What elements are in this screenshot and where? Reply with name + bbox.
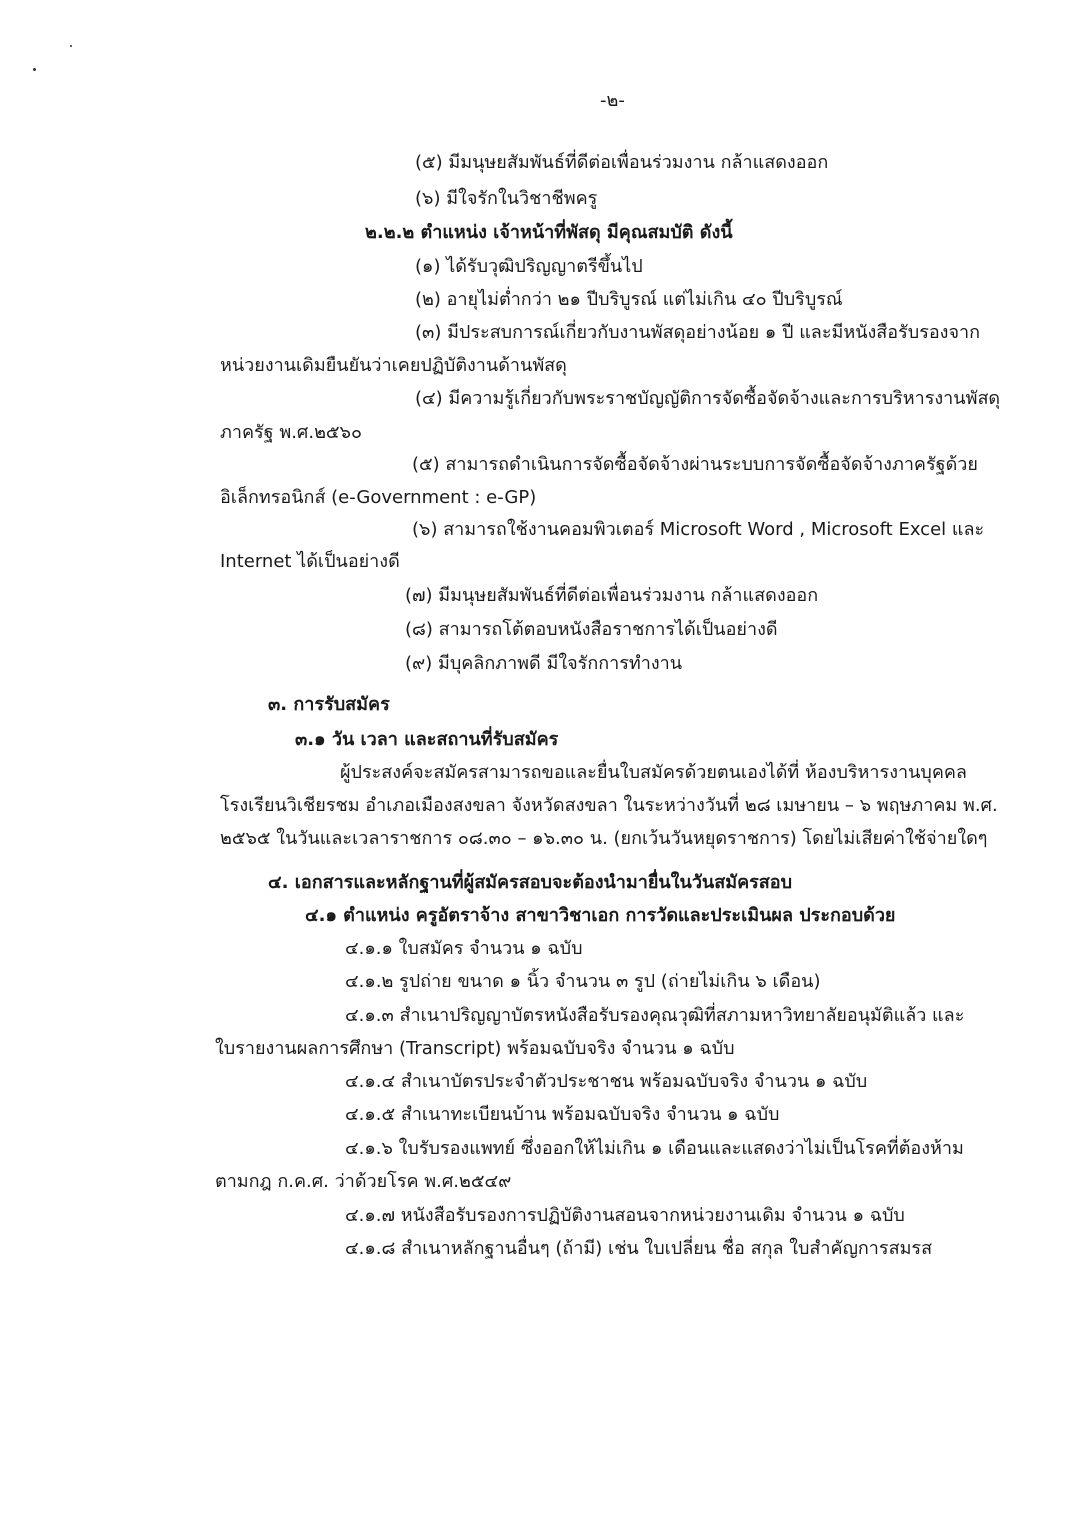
scan-speck xyxy=(33,68,36,71)
text-line: (๕) มีมนุษยสัมพันธ์ที่ดีต่อเพื่อนร่วมงาน กล้าแสดงออก xyxy=(415,152,829,173)
text-line: อิเล็กทรอนิกส์ (e-Government : e-GP) xyxy=(220,487,537,508)
scan-speck xyxy=(70,45,72,47)
text-line: (๗) มีมนุษยสัมพันธ์ที่ดีต่อเพื่อนร่วมงาน กล้าแสดงออก xyxy=(405,585,819,606)
text-line: (๖) มีใจรักในวิชาชีพครู xyxy=(415,188,598,209)
text-line: (๘) สามารถโต้ตอบหนังสือราชการได้เป็นอย่างดี xyxy=(405,619,778,640)
text-line: (๔) มีความรู้เกี่ยวกับพระราชบัญญัติการจัดซื้อจัดจ้างและการบริหารงานพัสดุ xyxy=(415,388,1001,409)
text-line: ๔.๑.๓ สำเนาปริญญาบัตรหนังสือรับรองคุณวุฒิที่สภามหาวิทยาลัยอนุมัติแล้ว และ xyxy=(345,1005,965,1026)
text-line: (๕) สามารถดำเนินการจัดซื้อจัดจ้างผ่านระบบการจัดซื้อจัดจ้างภาครัฐด้วย xyxy=(412,454,978,475)
text-line: ๔.๑.๒ รูปถ่าย ขนาด ๑ นิ้ว จำนวน ๓ รูป (ถ่ายไม่เกิน ๖ เดือน) xyxy=(345,971,821,992)
text-line: (๑) ได้รับวุฒิปริญญาตรีขึ้นไป xyxy=(415,256,643,277)
text-line: ๔.๑.๑ ใบสมัคร จำนวน ๑ ฉบับ xyxy=(345,938,583,959)
section-heading: ๒.๒.๒ ตำแหน่ง เจ้าหน้าที่พัสดุ มีคุณสมบัติ ดังนี้ xyxy=(365,222,733,243)
text-line: หน่วยงานเดิมยืนยันว่าเคยปฏิบัติงานด้านพัสดุ xyxy=(220,355,567,376)
text-line: ภาครัฐ พ.ศ.๒๕๖๐ xyxy=(220,422,362,443)
text-line: (๖) สามารถใช้งานคอมพิวเตอร์ Microsoft Word , Microsoft Excel และ xyxy=(412,519,985,540)
text-line: (๒) อายุไม่ต่ำกว่า ๒๑ ปีบริบูรณ์ แต่ไม่เกิน ๔๐ ปีบริบูรณ์ xyxy=(415,289,843,310)
text-line: ผู้ประสงค์จะสมัครสามารถขอและยื่นใบสมัครด้วยตนเองได้ที่ ห้องบริหารงานบุคคล xyxy=(340,762,967,783)
page-number: -๒- xyxy=(600,90,625,111)
text-line: Internet ได้เป็นอย่างดี xyxy=(220,551,400,572)
text-line: ๔.๑.๕ สำเนาทะเบียนบ้าน พร้อมฉบับจริง จำนวน ๑ ฉบับ xyxy=(345,1104,780,1125)
text-line: โรงเรียนวิเชียรชม อำเภอเมืองสงขลา จังหวัดสงขลา ในระหว่างวันที่ ๒๘ เมษายน – ๖ พฤษภาคม พ.ศ. xyxy=(220,795,998,816)
text-line: ใบรายงานผลการศึกษา (Transcript) พร้อมฉบับจริง จำนวน ๑ ฉบับ xyxy=(215,1038,735,1059)
text-line: ๔.๑.๗ หนังสือรับรองการปฏิบัติงานสอนจากหน่วยงานเดิม จำนวน ๑ ฉบับ xyxy=(345,1205,905,1226)
section-heading: ๔.๑ ตำแหน่ง ครูอัตราจ้าง สาขาวิชาเอก การวัดและประเมินผล ประกอบด้วย xyxy=(305,905,896,926)
text-line: ๔.๑.๘ สำเนาหลักฐานอื่นๆ (ถ้ามี) เช่น ใบเปลี่ยน ชื่อ สกุล ใบสำคัญการสมรส xyxy=(345,1238,933,1259)
section-heading: ๓.๑ วัน เวลา และสถานที่รับสมัคร xyxy=(295,729,559,750)
text-line: (๓) มีประสบการณ์เกี่ยวกับงานพัสดุอย่างน้อย ๑ ปี และมีหนังสือรับรองจาก xyxy=(415,322,981,343)
text-line: ๔.๑.๖ ใบรับรองแพทย์ ซึ่งออกให้ไม่เกิน ๑ เดือนและแสดงว่าไม่เป็นโรคที่ต้องห้าม xyxy=(345,1138,964,1159)
section-heading: ๓. การรับสมัคร xyxy=(268,694,390,715)
section-heading: ๔. เอกสารและหลักฐานที่ผู้สมัครสอบจะต้องนำมายื่นในวันสมัครสอบ xyxy=(268,872,793,893)
text-line: ตามกฎ ก.ค.ศ. ว่าด้วยโรค พ.ศ.๒๕๔๙ xyxy=(215,1171,512,1192)
text-line: (๙) มีบุคลิกภาพดี มีใจรักการทำงาน xyxy=(405,653,683,674)
text-line: ๔.๑.๔ สำเนาบัตรประจำตัวประชาชน พร้อมฉบับจริง จำนวน ๑ ฉบับ xyxy=(345,1071,868,1092)
text-line: ๒๕๖๕ ในวันและเวลาราชการ ๐๘.๓๐ – ๑๖.๓๐ น. (ยกเว้นวันหยุดราชการ) โดยไม่เสียค่าใช้จ่ายใดๆ xyxy=(220,828,988,849)
